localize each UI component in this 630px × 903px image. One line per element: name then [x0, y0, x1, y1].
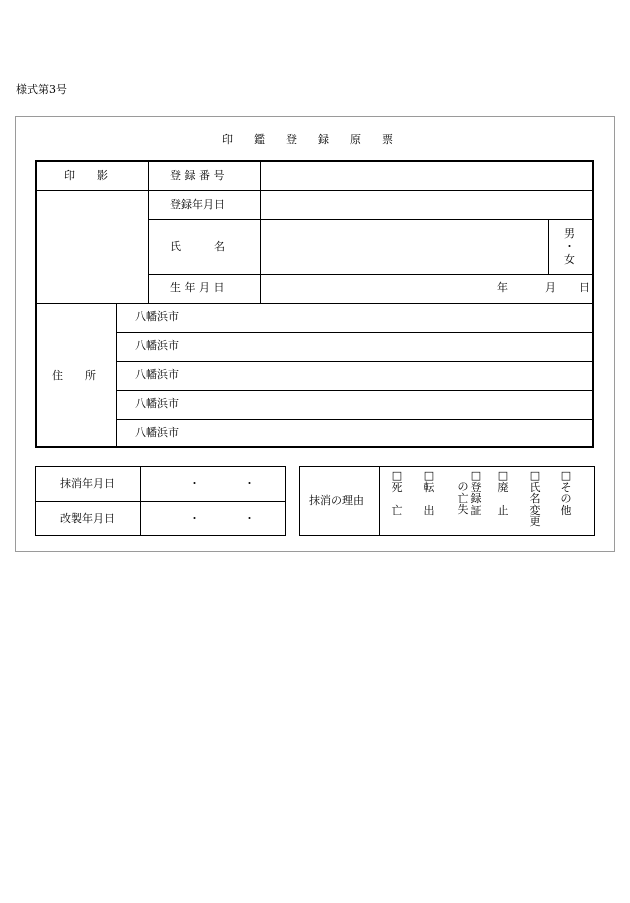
checkbox-icon[interactable]: □	[470, 469, 482, 482]
registration-date-label: 登録年月日	[170, 198, 225, 211]
row-divider	[116, 361, 592, 362]
remake-date-label: 改製年月日	[60, 512, 115, 525]
birth-date-label: 生 年 月 日	[170, 281, 225, 294]
form-number: 様式第3号	[16, 83, 67, 96]
reason-card-lost-a: の 亡 失	[457, 480, 469, 516]
checkbox-icon[interactable]: □	[529, 469, 541, 482]
form-title: 印鑑登録原票	[222, 133, 414, 146]
column-divider	[260, 162, 261, 303]
gender-male: 男	[564, 227, 575, 240]
reason-box	[299, 466, 595, 536]
row-divider	[116, 390, 592, 391]
row-divider	[116, 419, 592, 420]
checkbox-icon[interactable]: □	[391, 469, 403, 482]
reason-name-change: □ 氏 名 変 更	[529, 469, 541, 528]
dates-box	[35, 466, 286, 536]
registration-number-label: 登 録 番 号	[170, 169, 225, 182]
row-divider	[37, 190, 592, 191]
column-divider	[140, 467, 141, 535]
address-row: 八幡浜市	[135, 426, 179, 439]
column-divider	[148, 162, 149, 303]
reason-move-out: □ 転 出	[423, 469, 435, 517]
row-divider	[148, 219, 592, 220]
erase-date-value: ・ ・	[189, 477, 255, 490]
registration-table	[35, 160, 594, 448]
gender-female: 女	[564, 253, 575, 266]
column-divider	[379, 467, 380, 535]
row-divider	[37, 303, 592, 304]
checkbox-icon[interactable]: □	[497, 469, 509, 482]
remake-date-value: ・ ・	[189, 512, 255, 525]
reason-death: □ 死 亡	[391, 469, 403, 517]
reason-other: □ そ の 他	[560, 469, 572, 517]
seal-header: 印 影	[64, 169, 108, 182]
gender-separator: ・	[564, 240, 575, 253]
column-divider	[548, 219, 549, 274]
row-divider	[116, 332, 592, 333]
address-row: 八幡浜市	[135, 397, 179, 410]
row-divider	[148, 274, 592, 275]
name-label: 氏 名	[170, 240, 225, 253]
address-row: 八幡浜市	[135, 368, 179, 381]
checkbox-icon[interactable]: □	[423, 469, 435, 482]
birth-day-unit: 日	[579, 281, 590, 294]
checkbox-icon[interactable]: □	[560, 469, 572, 482]
erase-date-label: 抹消年月日	[60, 477, 115, 490]
row-divider	[36, 501, 285, 502]
address-row: 八幡浜市	[135, 310, 179, 323]
birth-year-unit: 年	[497, 281, 508, 294]
birth-month-unit: 月	[545, 281, 556, 294]
address-row: 八幡浜市	[135, 339, 179, 352]
reason-abolition: □ 廃 止	[497, 469, 509, 517]
address-label: 住 所	[52, 369, 96, 382]
reason-card-lost: □ 登 録 証	[470, 469, 482, 517]
column-divider	[116, 303, 117, 446]
reason-label: 抹消の理由	[309, 494, 364, 507]
